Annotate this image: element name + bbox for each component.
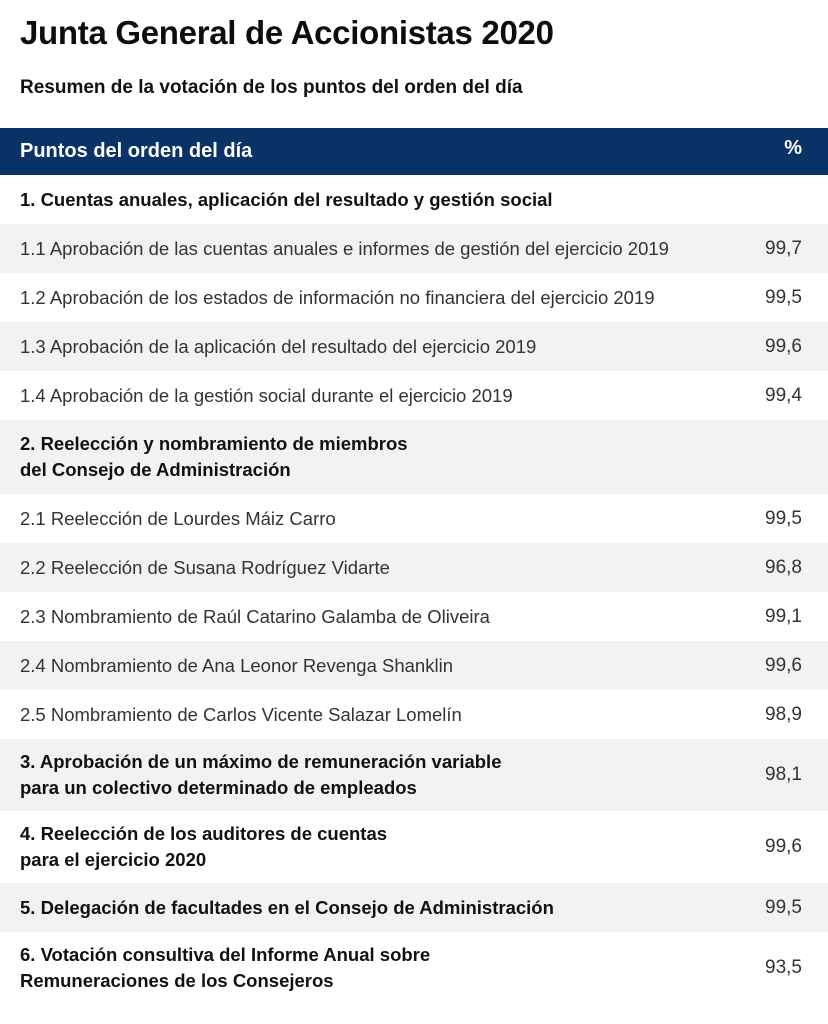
row-label: 1.4 Aprobación de la gestión social durante el ejercicio 2019 [20,384,513,406]
row-label: 1. Cuentas anuales, aplicación del resultado y gestión social [20,188,553,210]
row-label: 2.4 Nombramiento de Ana Leonor Revenga Shanklin [20,654,453,676]
table-row [0,494,828,543]
row-label: 2.2 Reelección de Susana Rodríguez Vidarte [20,556,390,578]
row-value: 98,9 [765,703,802,725]
table-row [0,420,828,494]
page-subtitle: Resumen de la votación de los puntos del orden del día [20,77,523,98]
row-value: 99,6 [765,836,802,857]
row-label: 1.2 Aprobación de los estados de información no financiera del ejercicio 2019 [20,286,655,308]
row-label: 1.1 Aprobación de las cuentas anuales e informes de gestión del ejercicio 2019 [20,237,669,259]
table-row [0,322,828,371]
row-value: 99,7 [765,237,802,259]
column-header-items: Puntos del orden del día [20,140,253,162]
row-value: 99,6 [765,335,802,357]
page-title: Junta General de Accionistas 2020 [20,14,554,51]
row-label: 1.3 Aprobación de la aplicación del resultado del ejercicio 2019 [20,335,537,357]
table-row [0,224,828,273]
row-label: 3. Aprobación de un máximo de remuneración variable para un colectivo determinado de empleados [20,751,502,798]
row-label: 2.5 Nombramiento de Carlos Vicente Salazar Lomelín [20,703,462,725]
row-value: 93,5 [765,957,802,978]
row-value: 99,5 [765,507,802,529]
column-header-percent: % [784,137,802,159]
row-value: 96,8 [765,556,802,578]
table-row [0,883,828,932]
row-value: 98,1 [765,764,802,785]
table-row [0,932,828,1004]
row-label: 2.3 Nombramiento de Raúl Catarino Galamba de Oliveira [20,605,490,627]
voting-table [0,128,828,1004]
row-label: 2.1 Reelección de Lourdes Máiz Carro [20,507,336,529]
table-row [0,273,828,322]
row-label: 4. Reelección de los auditores de cuentas para el ejercicio 2020 [20,823,388,870]
row-value: 99,1 [765,605,802,627]
table-row [0,592,828,641]
table-row [0,641,828,690]
row-label: 6. Votación consultiva del Informe Anual sobre Remuneraciones de los Consejeros [20,944,431,991]
table-row [0,543,828,592]
row-value: 99,5 [765,896,802,918]
table-header [0,128,828,175]
table-row [0,739,828,811]
row-value: 99,5 [765,286,802,308]
table-row [0,811,828,883]
table-row [0,175,828,224]
row-value: 99,6 [765,654,802,676]
table-row [0,690,828,739]
row-label: 5. Delegación de facultades en el Consejo de Administración [20,896,554,918]
table-row [0,371,828,420]
row-label: 2. Reelección y nombramiento de miembros del Consejo de Administración [20,433,408,480]
row-value: 99,4 [765,384,802,406]
